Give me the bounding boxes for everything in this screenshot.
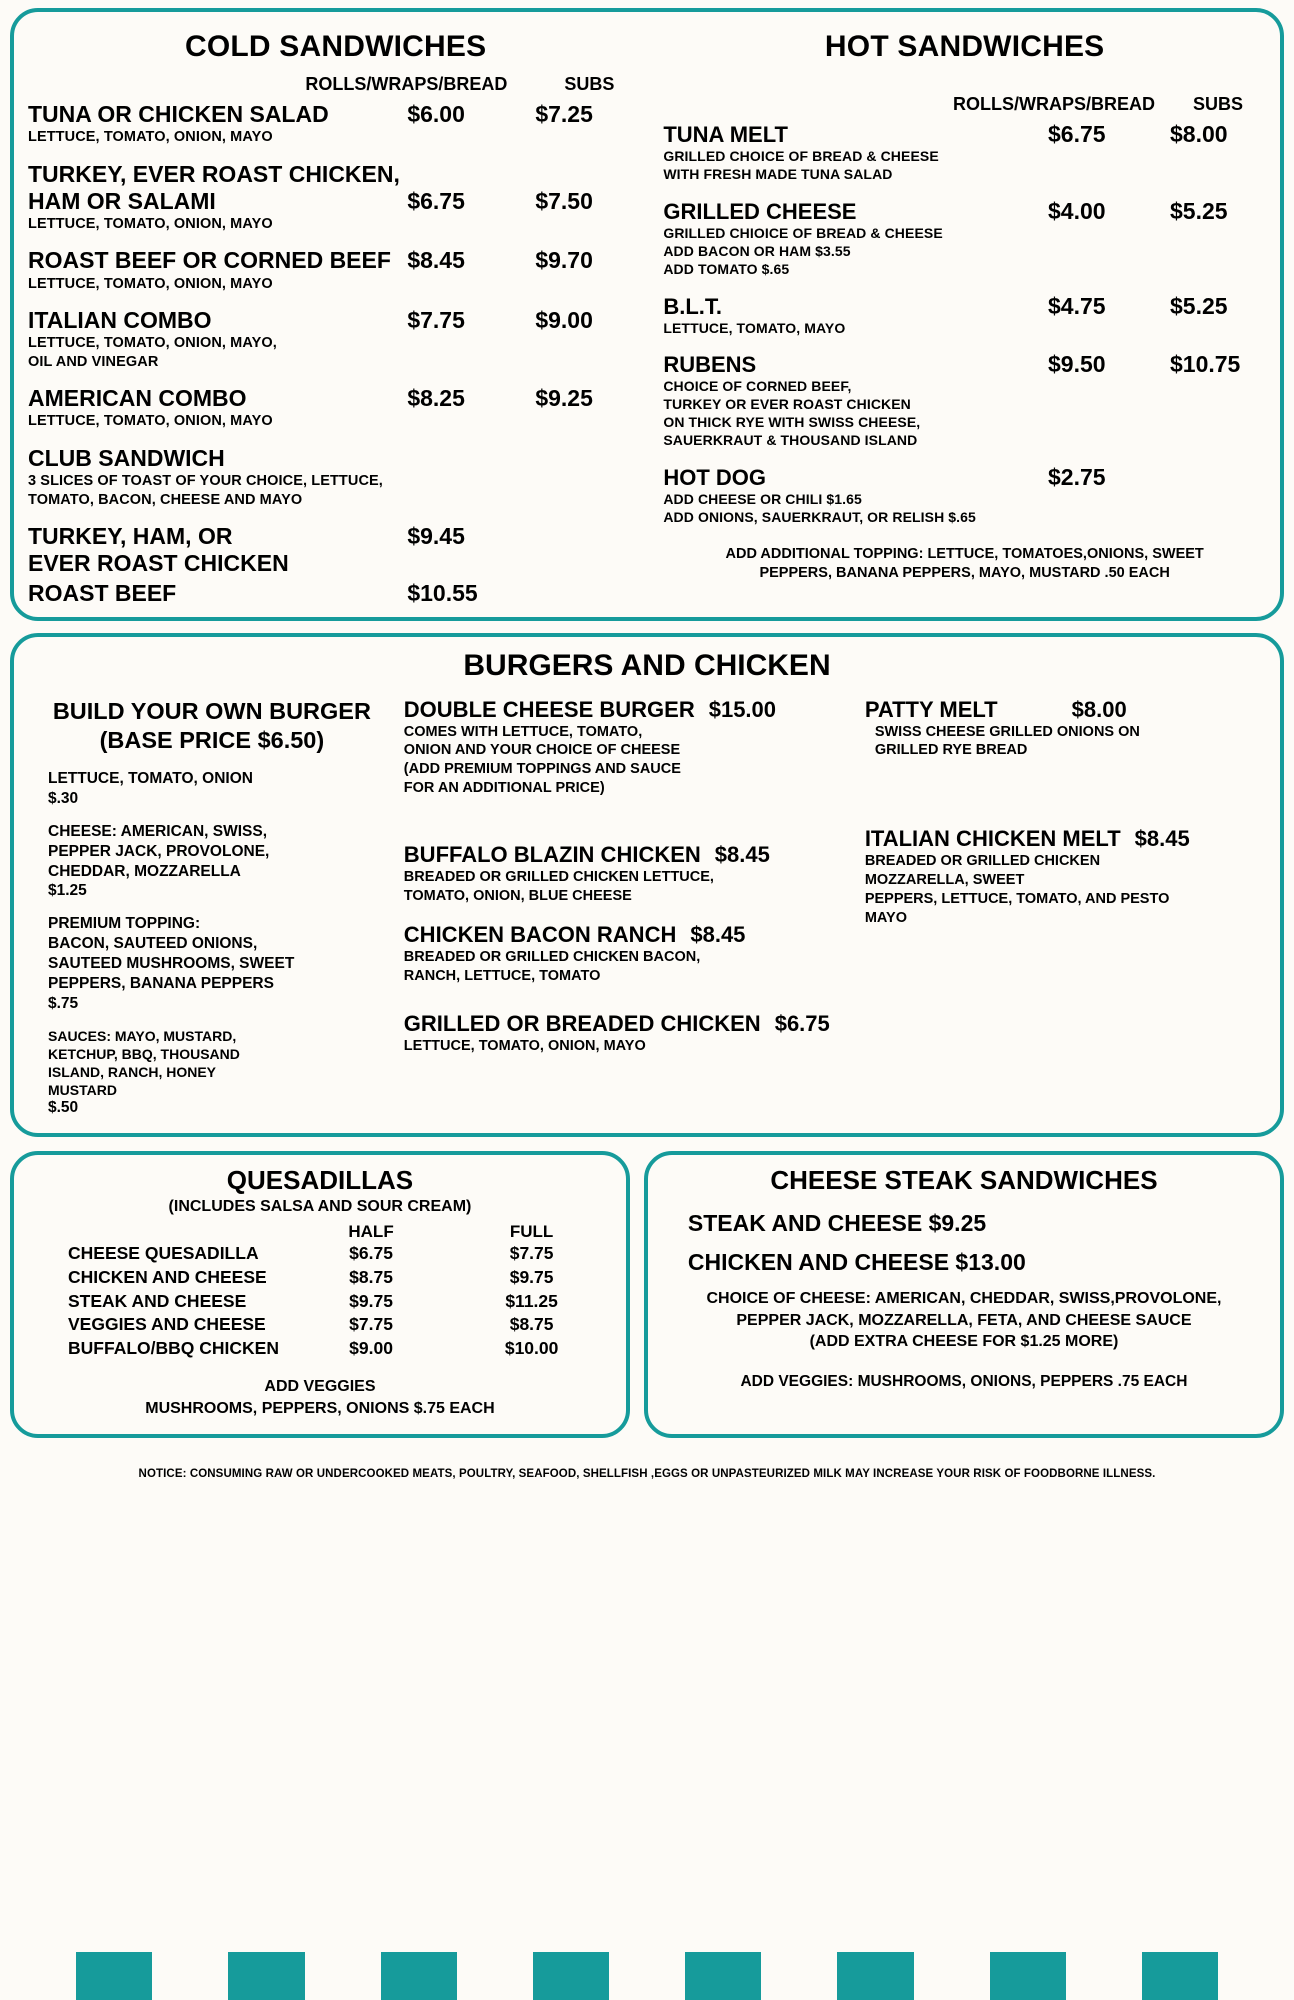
byo-group xyxy=(32,1027,392,1100)
item-name: GRILLED OR BREADED CHICKEN xyxy=(403,1011,761,1037)
item-desc: ONION AND YOUR CHOICE OF CHEESE xyxy=(403,742,681,759)
byo-heading-line2: (BASE PRICE $6.50) xyxy=(99,727,325,753)
build-your-own-burger-column xyxy=(24,697,398,1118)
item-desc: GRILLED RYE BREAD xyxy=(874,742,1028,759)
checker-square xyxy=(609,1952,685,2000)
item-name: TUNA MELT xyxy=(663,122,788,147)
item-name: CHICKEN BACON RANCH xyxy=(403,921,677,947)
menu-item xyxy=(28,580,643,607)
item-price-subs: $5.25 xyxy=(1169,292,1228,319)
checker-square xyxy=(914,1952,990,2000)
byo-group xyxy=(32,769,392,789)
item-price-rolls: $4.00 xyxy=(1047,197,1106,224)
checker-square xyxy=(1218,1952,1294,2000)
menu-item xyxy=(663,351,1266,450)
burgers-right-column xyxy=(859,697,1270,1118)
item-name-line2: HAM OR SALAMI xyxy=(28,187,216,214)
item-desc: LETTUCE, TOMATO, MAYO xyxy=(663,319,846,336)
checker-square xyxy=(990,1952,1066,2000)
row-name: STEAK AND CHEESE xyxy=(68,1290,247,1311)
item-desc: 3 SLICES OF TOAST OF YOUR CHOICE, LETTUCE, xyxy=(28,473,383,490)
item-desc: CHOICE OF CORNED BEEF, xyxy=(663,378,852,395)
item-price: $8.45 xyxy=(690,921,746,947)
checker-square xyxy=(1066,1952,1142,2000)
quesadillas-footer xyxy=(28,1376,612,1419)
burgers-and-chicken-panel xyxy=(10,633,1284,1138)
item-desc: SWISS CHEESE GRILLED ONIONS ON xyxy=(874,723,1140,740)
item-name: TURKEY, EVER ROAST CHICKEN, xyxy=(28,160,400,187)
item-desc: BREADED OR GRILLED CHICKEN BACON, xyxy=(403,948,701,965)
row-full: $9.75 xyxy=(509,1266,554,1287)
item-price-rolls: $8.45 xyxy=(407,247,465,274)
row-full: $8.75 xyxy=(509,1314,554,1335)
item-price-rolls: $10.55 xyxy=(407,579,478,606)
byo-line: PEPPERS, BANANA PEPPERS xyxy=(48,975,274,993)
row-name: VEGGIES AND CHEESE xyxy=(68,1314,266,1335)
checker-square xyxy=(381,1952,457,2000)
header-name xyxy=(28,1222,291,1242)
burgers-title: BURGERS AND CHICKEN xyxy=(463,648,831,682)
row-half: $9.75 xyxy=(349,1290,393,1311)
note-line: PEPPERS, BANANA PEPPERS, MAYO, MUSTARD .50 EACH xyxy=(759,565,1170,582)
byo-line: KETCHUP, BBQ, THOUSAND xyxy=(48,1045,240,1062)
cold-column-headers xyxy=(28,74,643,95)
item-desc: GRILLED CHIOICE OF BREAD & CHEESE xyxy=(663,224,943,241)
item-desc: TURKEY OR EVER ROAST CHICKEN xyxy=(663,396,911,413)
note-line: PEPPER JACK, MOZZARELLA, FETA, AND CHEESE SAUCE xyxy=(736,1311,1192,1329)
row-full: $10.00 xyxy=(504,1337,559,1358)
item-desc: FOR AN ADDITIONAL PRICE) xyxy=(403,780,605,797)
item-desc: LETTUCE, TOMATO, ONION, MAYO xyxy=(28,129,273,146)
header-full: FULL xyxy=(509,1222,554,1242)
menu-item xyxy=(28,523,643,577)
hot-header-subs: SUBS xyxy=(1192,94,1243,114)
item-price: $6.75 xyxy=(774,1011,830,1037)
byo-line: BACON, SAUTEED ONIONS, xyxy=(48,935,258,953)
menu-item xyxy=(28,161,643,234)
item-desc: LETTUCE, TOMATO, ONION, MAYO xyxy=(28,275,273,292)
table-row xyxy=(28,1313,612,1337)
row-name: BUFFALO/BBQ CHICKEN xyxy=(68,1337,279,1358)
item-price: $15.00 xyxy=(708,696,777,722)
item-price-subs: $7.50 xyxy=(535,187,593,214)
byo-line: PREMIUM TOPPING: xyxy=(48,914,201,932)
cold-sandwiches-column xyxy=(14,18,653,609)
item-desc: TOMATO, ONION, BLUE CHEESE xyxy=(403,887,632,904)
item-price-rolls: $8.25 xyxy=(407,385,465,412)
byo-line: MUSTARD xyxy=(48,1082,117,1099)
byo-line: CHEESE: AMERICAN, SWISS, xyxy=(48,822,268,840)
byo-line: PEPPER JACK, PROVOLONE, xyxy=(48,842,270,860)
item-price-rolls: $9.50 xyxy=(1047,351,1106,378)
byo-line: LETTUCE, TOMATO, ONION xyxy=(48,770,253,788)
footer-line: ADD VEGGIES xyxy=(264,1378,376,1396)
item-price: $8.45 xyxy=(1134,826,1190,852)
item-desc: ADD CHEESE OR CHILI $1.65 xyxy=(663,491,862,508)
row-half: $8.75 xyxy=(349,1266,393,1287)
item-price-rolls: $6.75 xyxy=(407,187,465,214)
table-row xyxy=(28,1337,612,1361)
byo-group xyxy=(32,914,392,995)
item-name: B.L.T. xyxy=(663,293,722,319)
item-name: DOUBLE CHEESE BURGER xyxy=(403,696,695,722)
item-desc: TOMATO, BACON, CHEESE AND MAYO xyxy=(28,491,303,508)
burgers-middle-column xyxy=(398,697,859,1118)
item-name: AMERICAN COMBO xyxy=(28,385,247,412)
row-half: $9.00 xyxy=(349,1337,393,1358)
item-desc: OIL AND VINEGAR xyxy=(28,353,159,370)
cold-sandwiches-title: COLD SANDWICHES xyxy=(184,30,487,63)
cheese-steak-title: CHEESE STEAK SANDWICHES xyxy=(770,1165,1158,1196)
hot-sandwiches-column xyxy=(653,18,1280,609)
checker-square xyxy=(76,1952,152,2000)
item-name: CLUB SANDWICH xyxy=(28,445,225,472)
row-name: CHICKEN AND CHEESE xyxy=(68,1266,267,1287)
food-safety-notice: NOTICE: CONSUMING RAW OR UNDERCOOKED MEATS, POULTRY, SEAFOOD, SHELLFISH ,EGGS OR UNPASTEURIZED MILK MAY INCREASE YOUR RISK OF FOODBORNE ILLNESS. xyxy=(138,1467,1156,1480)
header-half: HALF xyxy=(348,1222,394,1242)
item-desc: WITH FRESH MADE TUNA SALAD xyxy=(663,165,893,182)
checker-square xyxy=(0,1952,76,2000)
item-desc: LETTUCE, TOMATO, ONION, MAYO, xyxy=(28,335,277,352)
item-name: RUBENS xyxy=(663,352,757,378)
item-price-rolls: $6.75 xyxy=(1047,121,1106,147)
cheese-steak-panel xyxy=(644,1151,1284,1437)
quesadillas-title: QUESADILLAS xyxy=(226,1165,414,1196)
item-desc: MOZZARELLA, SWEET xyxy=(864,872,1025,889)
item-price-subs: $9.25 xyxy=(535,385,593,412)
menu-item xyxy=(28,247,643,293)
item-price-rolls: $2.75 xyxy=(1047,464,1106,491)
byo-line: SAUCES: MAYO, MUSTARD, xyxy=(48,1027,237,1044)
byo-group-price: $1.25 xyxy=(48,881,87,899)
item-price-subs: $8.00 xyxy=(1169,121,1228,147)
hot-additional-toppings-note xyxy=(663,545,1266,584)
checker-square xyxy=(457,1952,533,2000)
cheese-choice-note xyxy=(662,1288,1266,1353)
note-line: ADD ADDITIONAL TOPPING: LETTUCE, TOMATOES,ONIONS, SWEET xyxy=(725,545,1204,562)
row-name: CHEESE QUESADILLA xyxy=(68,1243,259,1264)
table-row xyxy=(28,1242,612,1266)
byo-group-price: $.75 xyxy=(48,994,79,1012)
menu-item xyxy=(663,464,1266,527)
item-desc: LETTUCE, TOMATO, ONION, MAYO xyxy=(28,215,273,232)
checker-square xyxy=(837,1952,913,2000)
item-desc: LETTUCE, TOMATO, ONION, MAYO xyxy=(28,413,273,430)
item-price: $8.45 xyxy=(714,842,770,867)
item-desc: RANCH, LETTUCE, TOMATO xyxy=(403,967,601,984)
menu-item xyxy=(404,1011,853,1056)
byo-line: SAUTEED MUSHROOMS, SWEET xyxy=(48,955,295,973)
cold-header-rolls: ROLLS/WRAPS/BREAD xyxy=(305,74,508,94)
item-price-subs: $9.70 xyxy=(535,247,593,274)
item-desc: BREADED OR GRILLED CHICKEN LETTUCE, xyxy=(403,869,714,885)
checker-square xyxy=(685,1952,761,2000)
item-desc: ADD ONIONS, SAUERKRAUT, OR RELISH $.65 xyxy=(663,508,976,525)
table-row xyxy=(28,1266,612,1290)
item-desc: ON THICK RYE WITH SWISS CHEESE, xyxy=(663,414,921,431)
hot-column-headers xyxy=(663,94,1266,115)
item-desc: PEPPERS, LETTUCE, TOMATO, AND PESTO xyxy=(864,891,1170,907)
item-price-rolls: $9.45 xyxy=(407,523,465,550)
item-name: TURKEY, HAM, OR xyxy=(28,523,233,550)
checker-square xyxy=(228,1952,304,2000)
cold-header-subs: SUBS xyxy=(564,74,615,94)
hot-header-rolls: ROLLS/WRAPS/BREAD xyxy=(952,94,1155,114)
item-desc: SAUERKRAUT & THOUSAND ISLAND xyxy=(663,432,918,449)
row-full: $11.25 xyxy=(505,1290,558,1311)
item-name-line2: EVER ROAST CHICKEN xyxy=(28,550,289,577)
item-desc: ADD BACON OR HAM $3.55 xyxy=(663,242,851,259)
menu-item xyxy=(28,307,643,371)
byo-group-price: $.30 xyxy=(48,789,79,807)
item-desc: LETTUCE, TOMATO, ONION, MAYO xyxy=(403,1038,646,1055)
item-price-subs: $10.75 xyxy=(1169,351,1241,378)
menu-item xyxy=(28,385,643,431)
byo-heading-line1: BUILD YOUR OWN BURGER xyxy=(52,697,371,724)
menu-item xyxy=(865,826,1266,927)
item-price: $8.00 xyxy=(1071,696,1127,722)
item-price-subs: $7.25 xyxy=(535,101,593,127)
item-price-subs: $5.25 xyxy=(1169,197,1228,224)
item-desc: COMES WITH LETTUCE, TOMATO, xyxy=(403,723,643,740)
item-price-rolls: $7.75 xyxy=(407,307,465,334)
row-half: $7.75 xyxy=(349,1314,393,1335)
table-row xyxy=(28,1290,612,1314)
item-name: TUNA OR CHICKEN SALAD xyxy=(28,101,329,127)
quesadillas-subtitle: (INCLUDES SALSA AND SOUR CREAM) xyxy=(168,1198,472,1216)
item-price-subs: $9.00 xyxy=(535,307,593,334)
item-desc: BREADED OR GRILLED CHICKEN xyxy=(864,853,1101,870)
item-name: ITALIAN COMBO xyxy=(28,307,212,334)
row-half: $6.75 xyxy=(349,1243,393,1264)
menu-item xyxy=(404,697,853,798)
item-desc: GRILLED CHOICE OF BREAD & CHEESE xyxy=(663,148,939,164)
item-name: ROAST BEEF xyxy=(28,579,177,606)
note-line: (ADD EXTRA CHEESE FOR $1.25 MORE) xyxy=(809,1333,1119,1351)
menu-item xyxy=(865,697,1266,761)
checker-square xyxy=(152,1952,228,2000)
quesadillas-table-headers xyxy=(28,1222,612,1242)
quesadillas-panel xyxy=(10,1151,630,1437)
byo-line: CHEDDAR, MOZZARELLA xyxy=(48,862,241,880)
item-name: GRILLED CHEESE xyxy=(663,198,857,224)
item-desc: (ADD PREMIUM TOPPINGS AND SAUCE xyxy=(403,761,681,778)
item-name: PATTY MELT xyxy=(864,696,998,722)
footer-line: MUSHROOMS, PEPPERS, ONIONS $.75 EACH xyxy=(145,1399,495,1417)
item-name: BUFFALO BLAZIN CHICKEN xyxy=(403,842,701,867)
checker-square xyxy=(305,1952,381,2000)
menu-item: CHICKEN AND CHEESE $13.00 xyxy=(687,1249,1026,1276)
menu-item: STEAK AND CHEESE $9.25 xyxy=(687,1210,987,1237)
cheese-steak-footer: ADD VEGGIES: MUSHROOMS, ONIONS, PEPPERS .75 EACH xyxy=(740,1373,1188,1391)
item-desc: MAYO xyxy=(864,909,907,926)
item-price-rolls: $4.75 xyxy=(1047,292,1106,319)
menu-item xyxy=(663,121,1266,184)
checker-square xyxy=(761,1952,837,2000)
byo-line: ISLAND, RANCH, HONEY xyxy=(48,1063,217,1080)
byo-group-price: $.50 xyxy=(48,1099,79,1117)
item-name: ITALIAN CHICKEN MELT xyxy=(864,826,1121,852)
checker-square xyxy=(533,1952,609,2000)
hot-sandwiches-title: HOT SANDWICHES xyxy=(824,30,1105,63)
item-name: ROAST BEEF OR CORNED BEEF xyxy=(28,247,391,274)
checkerboard-footer xyxy=(0,1952,1294,2000)
item-desc: ADD TOMATO $.65 xyxy=(663,260,790,277)
sandwiches-panel xyxy=(10,8,1284,621)
item-price-rolls: $6.00 xyxy=(407,101,465,127)
menu-item xyxy=(404,842,853,906)
menu-item xyxy=(663,293,1266,338)
menu-item xyxy=(28,101,643,147)
menu-item xyxy=(663,198,1266,279)
checker-square xyxy=(1142,1952,1218,2000)
byo-group xyxy=(32,822,392,882)
row-full: $7.75 xyxy=(509,1243,554,1264)
menu-item xyxy=(404,922,853,986)
menu-item xyxy=(28,445,643,509)
item-name: HOT DOG xyxy=(663,465,766,491)
note-line: CHOICE OF CHEESE: AMERICAN, CHEDDAR, SWISS,PROVOLONE, xyxy=(706,1290,1222,1308)
